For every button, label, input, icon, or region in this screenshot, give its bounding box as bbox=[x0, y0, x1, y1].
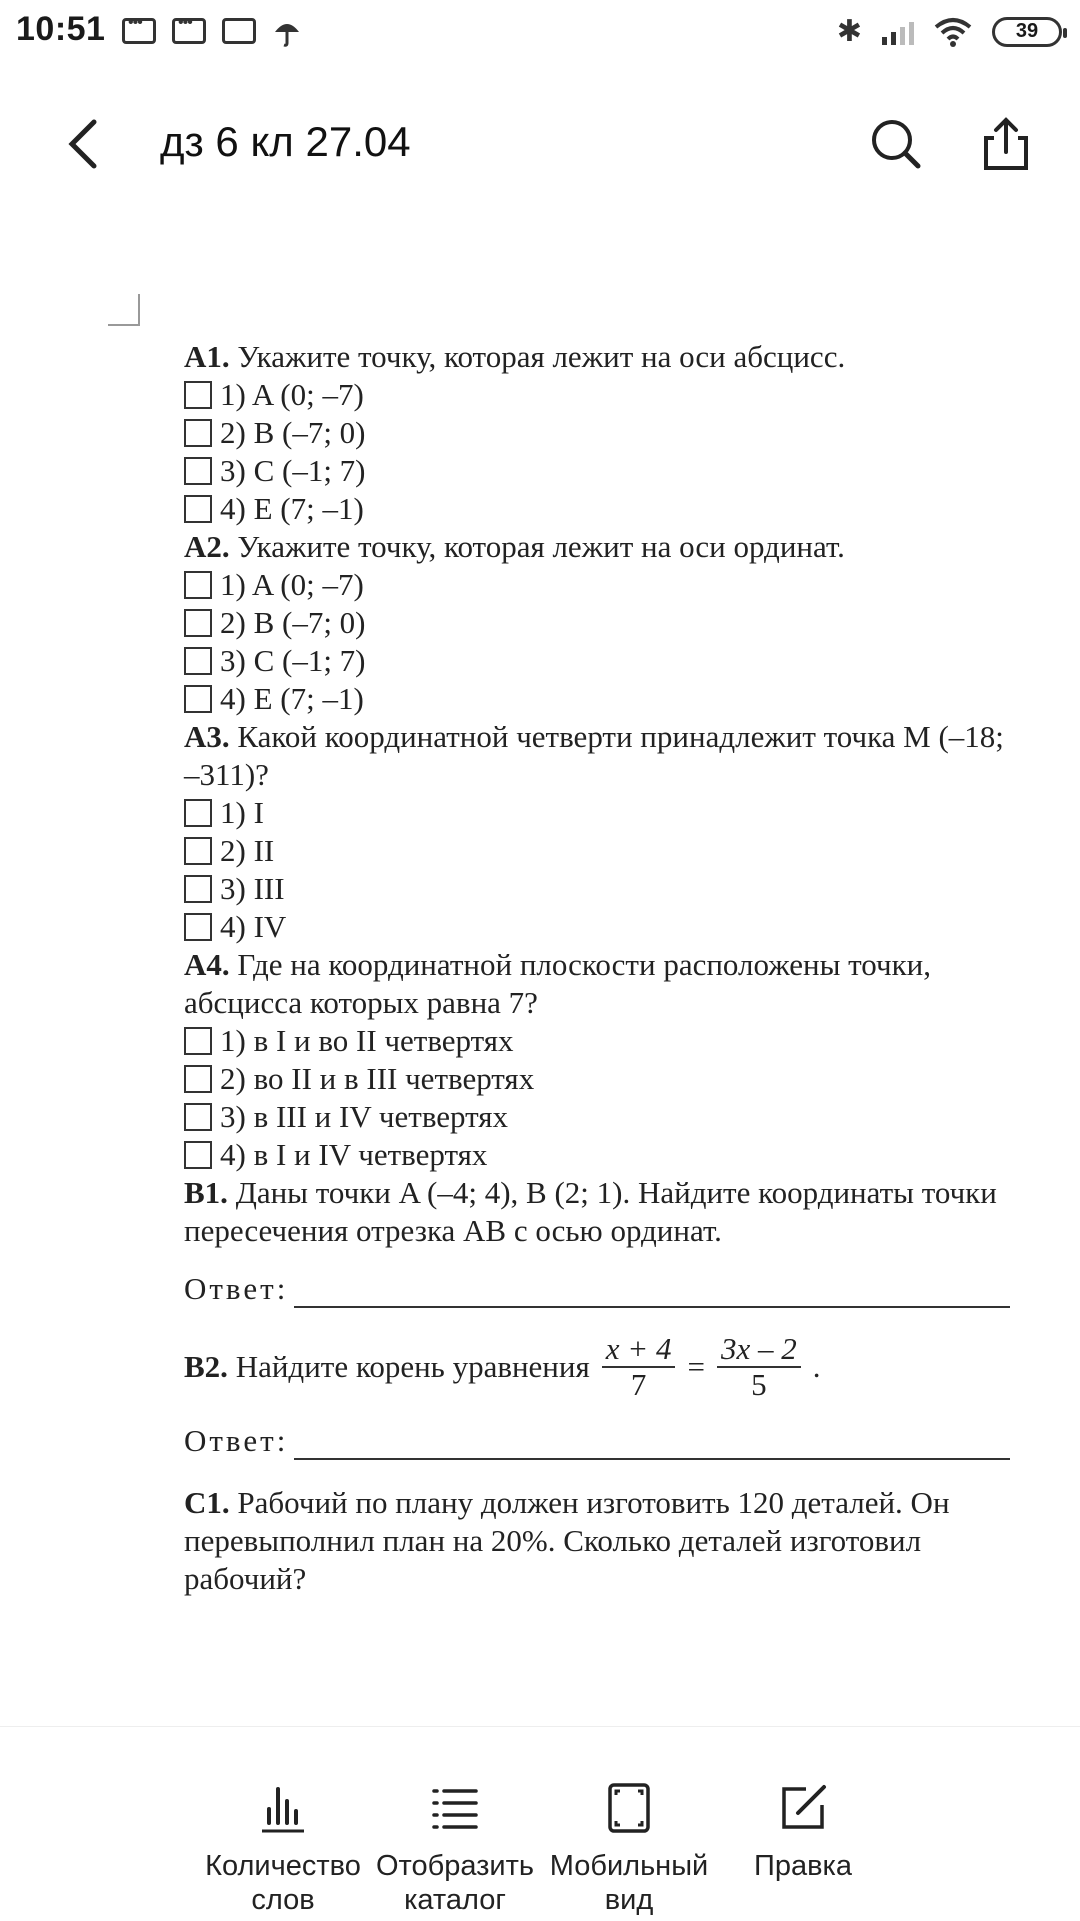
umbrella-icon bbox=[272, 18, 302, 48]
option-row: 4) IV bbox=[184, 908, 1010, 946]
checkbox bbox=[184, 419, 212, 447]
checkbox bbox=[184, 1065, 212, 1093]
voicemail-icon bbox=[222, 18, 256, 44]
option-row: 1) A (0; –7) bbox=[184, 566, 1010, 604]
checkbox bbox=[184, 913, 212, 941]
checkbox bbox=[184, 685, 212, 713]
option-row: 3) C (–1; 7) bbox=[184, 452, 1010, 490]
option-row: 3) в III и IV четвертях bbox=[184, 1098, 1010, 1136]
document-title: дз 6 кл 27.04 bbox=[160, 118, 411, 165]
checkbox bbox=[184, 571, 212, 599]
option-row: 1) I bbox=[184, 794, 1010, 832]
page-corner-mark bbox=[108, 294, 140, 326]
list-icon bbox=[428, 1781, 482, 1835]
battery-icon: 39 bbox=[992, 17, 1062, 47]
system-icons bbox=[837, 14, 1062, 49]
status-time: 10:51 bbox=[16, 10, 106, 48]
app-header bbox=[0, 100, 1080, 190]
checkbox bbox=[184, 381, 212, 409]
option-row: 2) B (–7; 0) bbox=[184, 414, 1010, 452]
option-row: 4) в I и IV четвертях bbox=[184, 1136, 1010, 1174]
checkbox bbox=[184, 457, 212, 485]
option-row: 3) III bbox=[184, 870, 1010, 908]
option-row: 4) E (7; –1) bbox=[184, 680, 1010, 718]
notification-icons bbox=[122, 18, 302, 48]
checkbox bbox=[184, 837, 212, 865]
bluetooth-icon: ✱ bbox=[836, 15, 862, 48]
question-b1: B1. Даны точки A (–4; 4), B (2; 1). Найдите координаты точки пересечения отрезка AB с осью ординат. bbox=[184, 1175, 997, 1248]
checkbox bbox=[184, 1141, 212, 1169]
wifi-icon bbox=[934, 17, 972, 47]
option-row: 3) C (–1; 7) bbox=[184, 642, 1010, 680]
option-row: 2) во II и в III четвертях bbox=[184, 1060, 1010, 1098]
checkbox bbox=[184, 495, 212, 523]
back-icon[interactable] bbox=[60, 116, 110, 172]
mobile-view-button[interactable]: Мобильный вид bbox=[534, 1727, 724, 1917]
message-icon bbox=[172, 18, 206, 44]
answer-field: Ответ: bbox=[184, 1268, 1010, 1308]
checkbox bbox=[184, 1103, 212, 1131]
question-c1: C1. Рабочий по плану должен изготовить 120 деталей. Он перевыполнил план на 20%. Сколько деталей изготовил рабочий? bbox=[184, 1485, 950, 1596]
option-row: 2) II bbox=[184, 832, 1010, 870]
checkbox bbox=[184, 1027, 212, 1055]
word-count-button[interactable]: Количество слов bbox=[188, 1727, 378, 1917]
edit-icon bbox=[776, 1781, 830, 1835]
bottom-toolbar bbox=[0, 1726, 1080, 1921]
fraction-right: $\frac{3x - 2}{5}$ bbox=[717, 1332, 801, 1402]
option-row: 1) A (0; –7) bbox=[184, 376, 1010, 414]
checkbox bbox=[184, 647, 212, 675]
edit-button[interactable]: Правка bbox=[708, 1727, 898, 1883]
document-content bbox=[184, 338, 1010, 1598]
answer-field: Ответ: bbox=[184, 1420, 1010, 1460]
mobile-view-icon bbox=[602, 1781, 656, 1835]
catalog-button[interactable]: Отобразить каталог bbox=[360, 1727, 550, 1917]
question-a1: A1. Укажите точку, которая лежит на оси абсцисс. bbox=[184, 339, 846, 374]
option-row: 1) в I и во II четвертях bbox=[184, 1022, 1010, 1060]
signal-icon bbox=[882, 19, 914, 45]
question-b2: B2. Найдите корень уравнения $\frac{x + 4}{7}$ = $\frac{3x - 2}{5}$ . bbox=[184, 1331, 821, 1402]
checkbox bbox=[184, 609, 212, 637]
question-a2: A2. Укажите точку, которая лежит на оси ординат. bbox=[184, 529, 845, 564]
bar-chart-icon bbox=[256, 1781, 310, 1835]
question-a3: A3. Какой координатной четверти принадлежит точка M (–18; –311)? bbox=[184, 719, 1004, 792]
status-bar bbox=[0, 0, 1080, 66]
fraction-left: $\frac{x + 4}{7}$ bbox=[602, 1332, 676, 1402]
question-a4: A4. Где на координатной плоскости расположены точки, абсцисса которых равна 7? bbox=[184, 947, 931, 1020]
search-icon[interactable] bbox=[866, 114, 926, 174]
option-row: 4) E (7; –1) bbox=[184, 490, 1010, 528]
document-page[interactable] bbox=[0, 230, 1080, 1720]
share-icon[interactable] bbox=[976, 114, 1036, 174]
message-icon bbox=[122, 18, 156, 44]
checkbox bbox=[184, 799, 212, 827]
option-row: 2) B (–7; 0) bbox=[184, 604, 1010, 642]
checkbox bbox=[184, 875, 212, 903]
